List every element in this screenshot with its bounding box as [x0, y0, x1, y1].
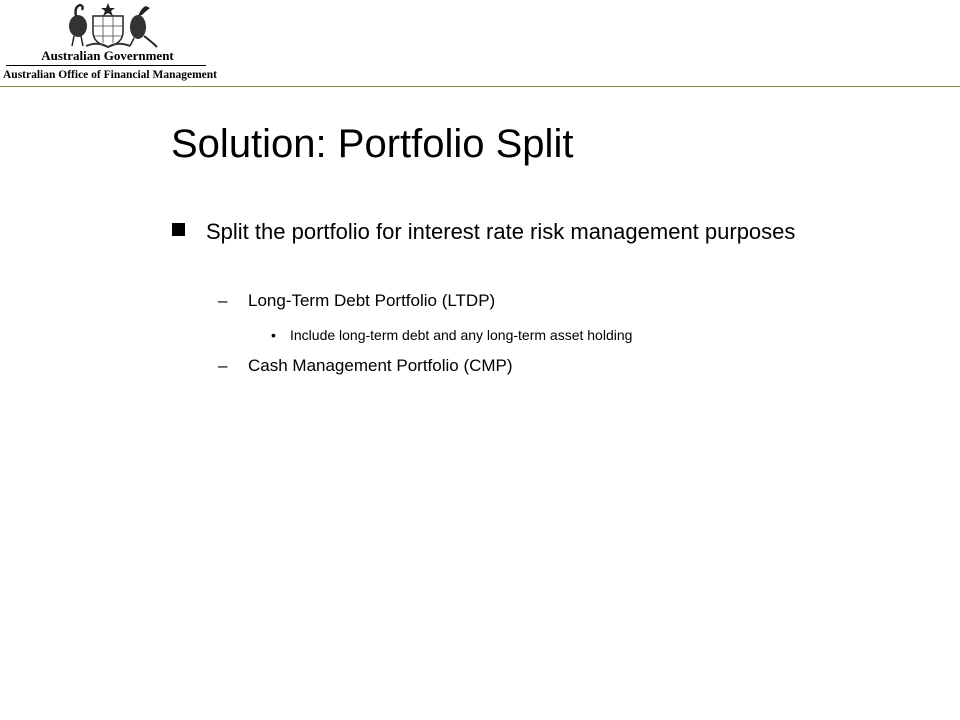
org-name-line2: Australian Office of Financial Management: [3, 69, 218, 81]
bullet-level2: [218, 355, 513, 377]
bullet-level2: [218, 290, 495, 312]
org-name-line1: Australian Government: [41, 48, 174, 63]
bullet-level1-text: Split the portfolio for interest rate risk management purposes: [206, 219, 796, 244]
slide-title: Solution: Portfolio Split: [171, 122, 574, 166]
bullet-level3-text: Include long-term debt and any long-term asset holding: [290, 327, 633, 343]
dash-bullet-icon: –: [218, 291, 228, 310]
bullet-level2-text: Cash Management Portfolio (CMP): [248, 356, 513, 375]
bullet-level3: [271, 326, 632, 344]
dot-bullet-icon: •: [271, 327, 276, 343]
square-bullet-icon: [172, 223, 185, 236]
bullet-level2-text: Long-Term Debt Portfolio (LTDP): [248, 291, 496, 310]
bullet-level1: [172, 215, 892, 249]
dash-bullet-icon: –: [218, 356, 228, 375]
